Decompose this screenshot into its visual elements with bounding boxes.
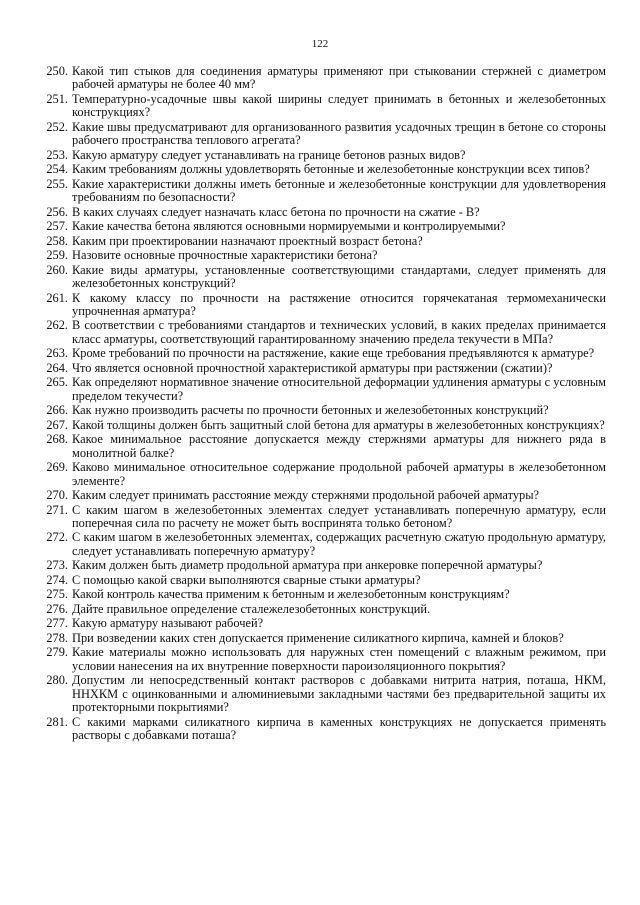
question-number: 257. bbox=[46, 219, 68, 234]
question-item bbox=[40, 603, 606, 616]
question-item bbox=[40, 504, 606, 531]
question-item bbox=[40, 220, 606, 233]
question-number: 250. bbox=[46, 64, 68, 78]
question-text: Назовите основные прочностные характеристики бетона? bbox=[72, 248, 378, 263]
question-number: 275. bbox=[46, 587, 68, 602]
question-text: Какой тип стыков для соединения арматуры применяют при стыковании стержней с диаметром рабочей арматуры не более 40 мм? bbox=[72, 64, 606, 92]
question-text: Какой толщины должен быть защитный слой бетона для арматуры в железобетонных конструкциях? bbox=[72, 417, 605, 432]
question-item bbox=[40, 588, 606, 601]
question-number: 251. bbox=[46, 91, 68, 106]
question-item bbox=[40, 235, 606, 248]
question-text: Какие характеристики должны иметь бетонные и железобетонные конструкции для удовлетворения требованиям по безопасности? bbox=[72, 176, 606, 205]
question-text: Какие швы предусматривают для организованного развития усадочных трещин в бетоне со стороны рабочего пространства теплового агрегата? bbox=[72, 119, 606, 148]
question-item bbox=[40, 433, 606, 460]
question-text: Какую арматуру следует устанавливать на границе бетонов разных видов? bbox=[72, 147, 466, 162]
question-text: При возведении каких стен допускается применение силикатного кирпича, камней и блоков? bbox=[72, 630, 564, 645]
question-number: 278. bbox=[46, 630, 68, 645]
question-number: 261. bbox=[46, 290, 68, 305]
question-number: 266. bbox=[46, 403, 68, 418]
question-number: 259. bbox=[46, 248, 68, 263]
question-number: 271. bbox=[46, 502, 68, 517]
question-text: К какому классу по прочности на растяжение относится горячекатаная термомеханически упрочненная арматура? bbox=[72, 290, 606, 318]
question-item bbox=[40, 206, 606, 219]
question-item bbox=[40, 632, 606, 645]
question-number: 256. bbox=[46, 204, 68, 219]
question-text: Каким требованиям должны удовлетворять бетонные и железобетонные конструкции всех типов? bbox=[72, 162, 590, 177]
question-text: Каково минимальное относительное содержание продольной рабочей арматуры в железобетонном элементе? bbox=[72, 460, 606, 488]
question-text: С каким шагом в железобетонных элементах, содержащих расчетную сжатую продольную арматуру, следует устанавливать поперечную арматуру? bbox=[72, 530, 606, 558]
question-text: Как нужно производить расчеты по прочности бетонных и железобетонных конструкций? bbox=[72, 403, 549, 418]
question-item bbox=[40, 531, 606, 558]
question-number: 264. bbox=[46, 360, 68, 375]
question-item bbox=[40, 419, 606, 432]
question-item bbox=[40, 716, 606, 743]
question-item bbox=[40, 617, 606, 630]
question-number: 268. bbox=[46, 432, 68, 447]
question-item bbox=[40, 574, 606, 587]
question-text: Какую арматуру называют рабочей? bbox=[72, 616, 264, 631]
question-item bbox=[40, 319, 606, 346]
question-number: 281. bbox=[46, 714, 68, 729]
question-text: Какие качества бетона являются основными нормируемыми и контролируемыми? bbox=[72, 219, 506, 234]
question-text: Кроме требований по прочности на растяжение, какие еще требования предъявляются к арматуре? bbox=[72, 346, 595, 361]
question-item bbox=[40, 489, 606, 502]
question-item bbox=[40, 461, 606, 488]
question-item bbox=[40, 149, 606, 162]
question-text: В каких случаях следует назначать класс бетона по прочности на сжатие - В? bbox=[72, 204, 480, 219]
question-number: 254. bbox=[46, 162, 68, 177]
question-number: 260. bbox=[46, 262, 68, 277]
question-item bbox=[40, 163, 606, 176]
question-list bbox=[40, 65, 606, 744]
question-number: 262. bbox=[46, 318, 68, 333]
question-item bbox=[40, 376, 606, 403]
question-item bbox=[40, 65, 606, 92]
question-text: В соответствии с требованиями стандартов и технических условий, в каких пределах принимается класс арматуры, соответствующий гарантированному значению предела текучести в МПа? bbox=[72, 318, 606, 346]
question-number: 252. bbox=[46, 119, 68, 134]
question-number: 267. bbox=[46, 417, 68, 432]
question-text: Допустим ли непосредственный контакт растворов с добавками нитрита натрия, поташа, НКМ, ННХКМ с оцинкованными и алюминиевыми закладными частями без предварительной защиты их протекторными покрытиями? bbox=[72, 673, 606, 715]
question-text: Какое минимальное расстояние допускается между стержнями арматуры для нижнего ряда в монолитной балке? bbox=[72, 432, 606, 460]
question-item bbox=[40, 559, 606, 572]
question-text: С какими марками силикатного кирпича в каменных конструкциях не допускается применять растворы с добавками поташа? bbox=[72, 714, 606, 742]
question-text: Что является основной прочностной характеристикой арматуры при растяжении (сжатии)? bbox=[72, 360, 553, 375]
question-item bbox=[40, 249, 606, 262]
question-number: 270. bbox=[46, 488, 68, 503]
question-item bbox=[40, 347, 606, 360]
question-item bbox=[40, 178, 606, 205]
question-item bbox=[40, 646, 606, 673]
question-item bbox=[40, 674, 606, 714]
question-text: Какой контроль качества применим к бетонным и железобетонным конструкциям? bbox=[72, 587, 510, 602]
question-number: 280. bbox=[46, 673, 68, 688]
question-number: 276. bbox=[46, 601, 68, 616]
question-item bbox=[40, 121, 606, 148]
question-text: Какие виды арматуры, установленные соответствующими стандартами, следует применять для железобетонных конструкций? bbox=[72, 262, 606, 291]
question-text: Каким должен быть диаметр продольной арматура при анкеровке поперечной арматуры? bbox=[72, 558, 543, 573]
question-text: Какие материалы можно использовать для наружных стен помещений с влажным режимом, при условии нанесения на их внутренние поверхности пароизоляционного покрытия? bbox=[72, 645, 606, 673]
question-text: С каким шагом в железобетонных элементах следует устанавливать поперечную арматуру, если поперечная сила по расчету не может быть воспринята только бетоном? bbox=[72, 502, 606, 530]
question-number: 265. bbox=[46, 375, 68, 390]
page-number: 122 bbox=[311, 38, 329, 50]
question-item bbox=[40, 264, 606, 291]
question-number: 263. bbox=[46, 346, 68, 361]
question-number: 279. bbox=[46, 645, 68, 660]
question-number: 258. bbox=[46, 233, 68, 248]
question-number: 277. bbox=[46, 616, 68, 631]
question-number: 272. bbox=[46, 530, 68, 545]
question-number: 269. bbox=[46, 460, 68, 475]
question-item bbox=[40, 362, 606, 375]
question-text: Температурно-усадочные швы какой ширины следует принимать в бетонных и железобетонных конструкциях? bbox=[72, 91, 606, 120]
question-number: 253. bbox=[46, 147, 68, 162]
question-text: Каким следует принимать расстояние между стержнями продольной рабочей арматуры? bbox=[72, 488, 540, 503]
question-text: Как определяют нормативное значение относительной деформации удлинения арматуры с условным пределом текучести? bbox=[72, 375, 606, 403]
question-number: 274. bbox=[46, 572, 68, 587]
question-item bbox=[40, 93, 606, 120]
question-number: 273. bbox=[46, 558, 68, 573]
question-item bbox=[40, 404, 606, 417]
question-text: С помощью какой сварки выполняются сварные стыки арматуры? bbox=[72, 572, 421, 587]
question-number: 255. bbox=[46, 176, 68, 191]
question-text: Каким при проектировании назначают проектный возраст бетона? bbox=[72, 233, 423, 248]
question-text: Дайте правильное определение сталежелезобетонных конструкций. bbox=[72, 601, 431, 616]
question-item bbox=[40, 292, 606, 319]
